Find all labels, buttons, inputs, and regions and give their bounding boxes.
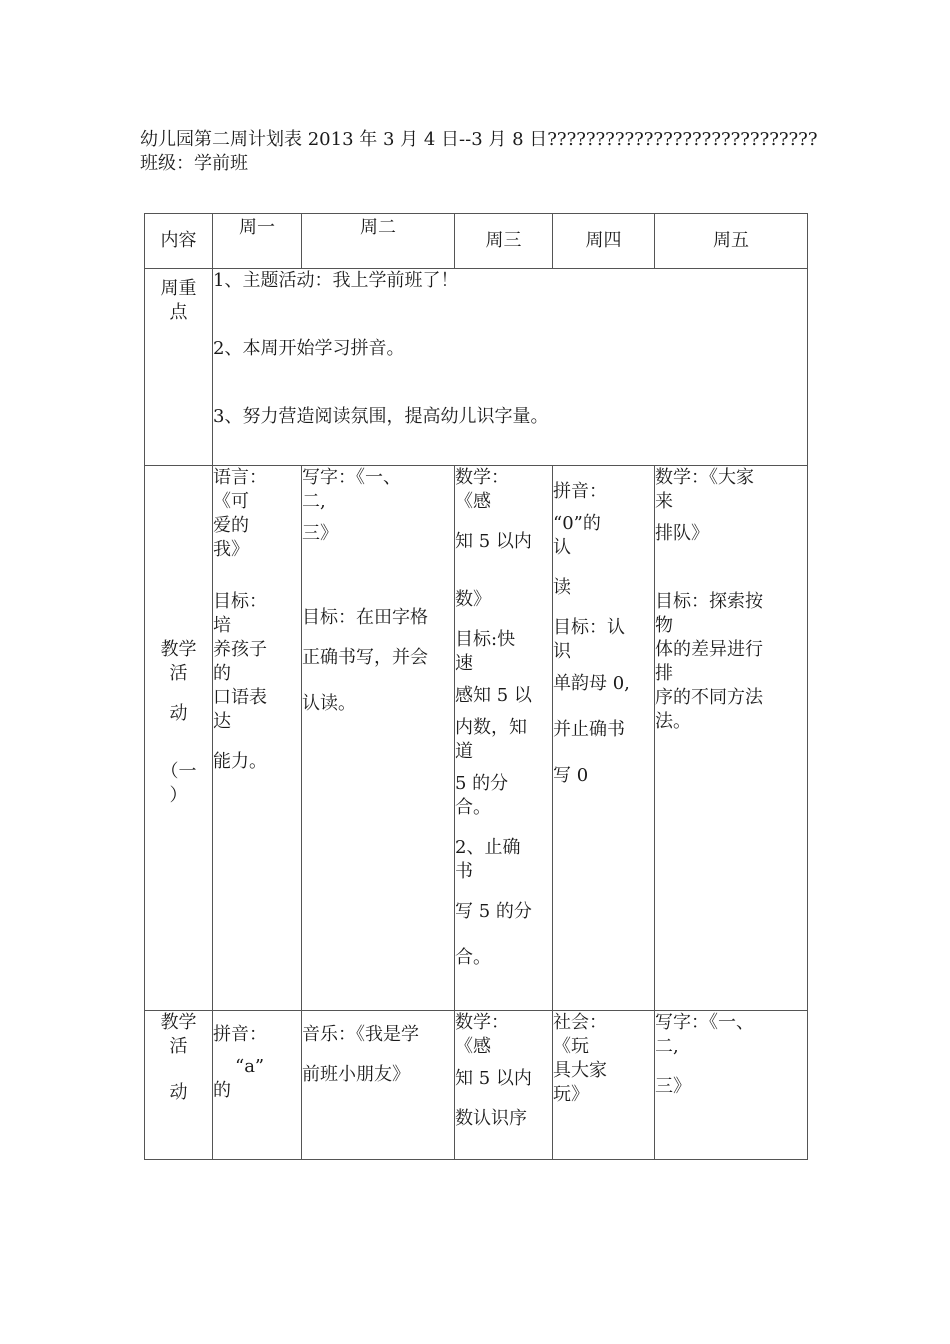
weekly-focus-label	[145, 269, 213, 466]
cell-line: 单韵母 0,	[553, 673, 630, 694]
cell-line: “0”的	[553, 513, 601, 534]
header-tuesday: 周二	[302, 214, 455, 269]
activity-1-label	[145, 466, 213, 1011]
cell-line: 内数，知	[455, 717, 527, 738]
cell-line: 法。	[655, 711, 691, 732]
activity-row-1	[145, 466, 808, 1011]
activity-1-thursday	[553, 466, 655, 1011]
cell-line: 《可	[213, 491, 249, 512]
cell-line: 写字：《一、	[302, 467, 401, 488]
focus-item: 3、努力营造阅读氛围，提高幼儿识字量。	[213, 406, 549, 427]
cell-line: 数学：《大家	[655, 467, 754, 488]
cell-line: 目标：探索按	[655, 591, 763, 612]
cell-line: 的	[213, 663, 231, 684]
cell-line: 读	[553, 577, 571, 598]
label-line: 活	[169, 663, 188, 684]
cell-line: 目标:快	[455, 629, 516, 650]
cell-line: 的	[213, 1080, 231, 1101]
label-line: 教学	[160, 639, 197, 660]
activity-2-label	[145, 1011, 213, 1160]
cell-line: 排队》	[655, 523, 709, 544]
header-content: 内容	[145, 214, 213, 269]
cell-line: 目标：	[213, 591, 267, 612]
cell-line: 序的不同方法	[655, 687, 763, 708]
cell-line: 知 5 以内	[455, 531, 532, 552]
cell-line: 二,	[655, 1036, 679, 1057]
activity-1-monday	[213, 466, 302, 1011]
header-monday: 周一	[213, 214, 302, 269]
label-line: （一	[160, 761, 197, 782]
cell-line: 数》	[455, 589, 491, 610]
cell-line: 合。	[455, 947, 491, 968]
cell-line: 道	[455, 741, 473, 762]
header-row	[145, 214, 808, 269]
activity-1-wednesday	[455, 466, 553, 1011]
focus-item: 1、主题活动：我上学前班了！	[213, 270, 459, 291]
label-line: 动	[169, 1082, 188, 1103]
cell-line: 排	[655, 663, 673, 684]
header-thursday: 周四	[553, 214, 655, 269]
weekly-focus-content	[213, 269, 808, 466]
cell-line: 2、止确	[455, 837, 521, 858]
cell-line: 目标：在田字格	[302, 607, 428, 628]
cell-line: 《玩	[553, 1036, 589, 1057]
cell-line: 语言：	[213, 467, 267, 488]
cell-line: 养孩子	[213, 639, 267, 660]
label-line: ）	[169, 785, 188, 806]
cell-line: 识	[553, 641, 571, 662]
activity-2-friday	[655, 1011, 808, 1160]
cell-line: 前班小朋友》	[302, 1064, 410, 1085]
cell-line: 感知 5 以	[455, 685, 532, 706]
cell-line: 书	[455, 861, 473, 882]
cell-line: 正确书写，并会	[302, 647, 428, 668]
cell-line: 认	[553, 537, 571, 558]
cell-line: 培	[213, 615, 231, 636]
cell-line: 二,	[302, 491, 326, 512]
class-line: 班级：学前班	[140, 153, 248, 174]
header-wednesday: 周三	[455, 214, 553, 269]
cell-line: 速	[455, 653, 473, 674]
label-line: 点	[169, 302, 188, 323]
cell-line: 三》	[655, 1076, 691, 1097]
cell-line: 来	[655, 491, 673, 512]
activity-2-wednesday	[455, 1011, 553, 1160]
cell-line: “a”	[235, 1056, 265, 1077]
label-line: 周重	[160, 278, 197, 299]
cell-line: 目标：认	[553, 617, 625, 638]
label-line: 活	[169, 1036, 188, 1057]
activity-1-friday	[655, 466, 808, 1011]
cell-line: 并止确书	[553, 719, 625, 740]
cell-line: 拼音：	[213, 1024, 267, 1045]
activity-2-monday	[213, 1011, 302, 1160]
activity-2-thursday	[553, 1011, 655, 1160]
cell-line: 数学：	[455, 1012, 509, 1033]
focus-item: 2、本周开始学习拼音。	[213, 338, 405, 359]
cell-line: 数学：	[455, 467, 509, 488]
cell-line: 体的差异进行	[655, 639, 763, 660]
cell-line: 写 5 的分	[455, 901, 532, 922]
activity-1-tuesday	[302, 466, 455, 1011]
cell-line: 达	[213, 711, 231, 732]
cell-line: 爱的	[213, 515, 249, 536]
cell-line: 我》	[213, 539, 249, 560]
cell-line: 合。	[455, 797, 491, 818]
cell-line: 写字：《一、	[655, 1012, 754, 1033]
cell-line: 具大家	[553, 1060, 607, 1081]
label-line: 动	[169, 703, 188, 724]
cell-line: 《感	[455, 1036, 491, 1057]
cell-line: 口语表	[213, 687, 267, 708]
cell-line: 能力。	[213, 751, 267, 772]
cell-line: 数认识序	[455, 1108, 527, 1129]
cell-line: 认读。	[302, 693, 356, 714]
label-line: 教学	[160, 1012, 197, 1033]
cell-line: 5 的分	[455, 773, 509, 794]
cell-line: 拼音：	[553, 481, 607, 502]
header-friday: 周五	[655, 214, 808, 269]
cell-line: 写 0	[553, 765, 589, 786]
weekly-focus-row	[145, 269, 808, 466]
cell-line: 三》	[302, 523, 338, 544]
weekly-plan-table	[144, 213, 808, 1160]
cell-line: 音乐：《我是学	[302, 1024, 419, 1045]
activity-row-2	[145, 1011, 808, 1160]
document-title: 幼儿园第二周计划表 2013 年 3 月 4 日--3 月 8 日????????????????????????????	[140, 129, 818, 150]
cell-line: 社会：	[553, 1012, 607, 1033]
cell-line: 《感	[455, 491, 491, 512]
cell-line: 玩》	[553, 1084, 589, 1105]
activity-2-tuesday	[302, 1011, 455, 1160]
cell-line: 知 5 以内	[455, 1068, 532, 1089]
cell-line: 物	[655, 615, 673, 636]
